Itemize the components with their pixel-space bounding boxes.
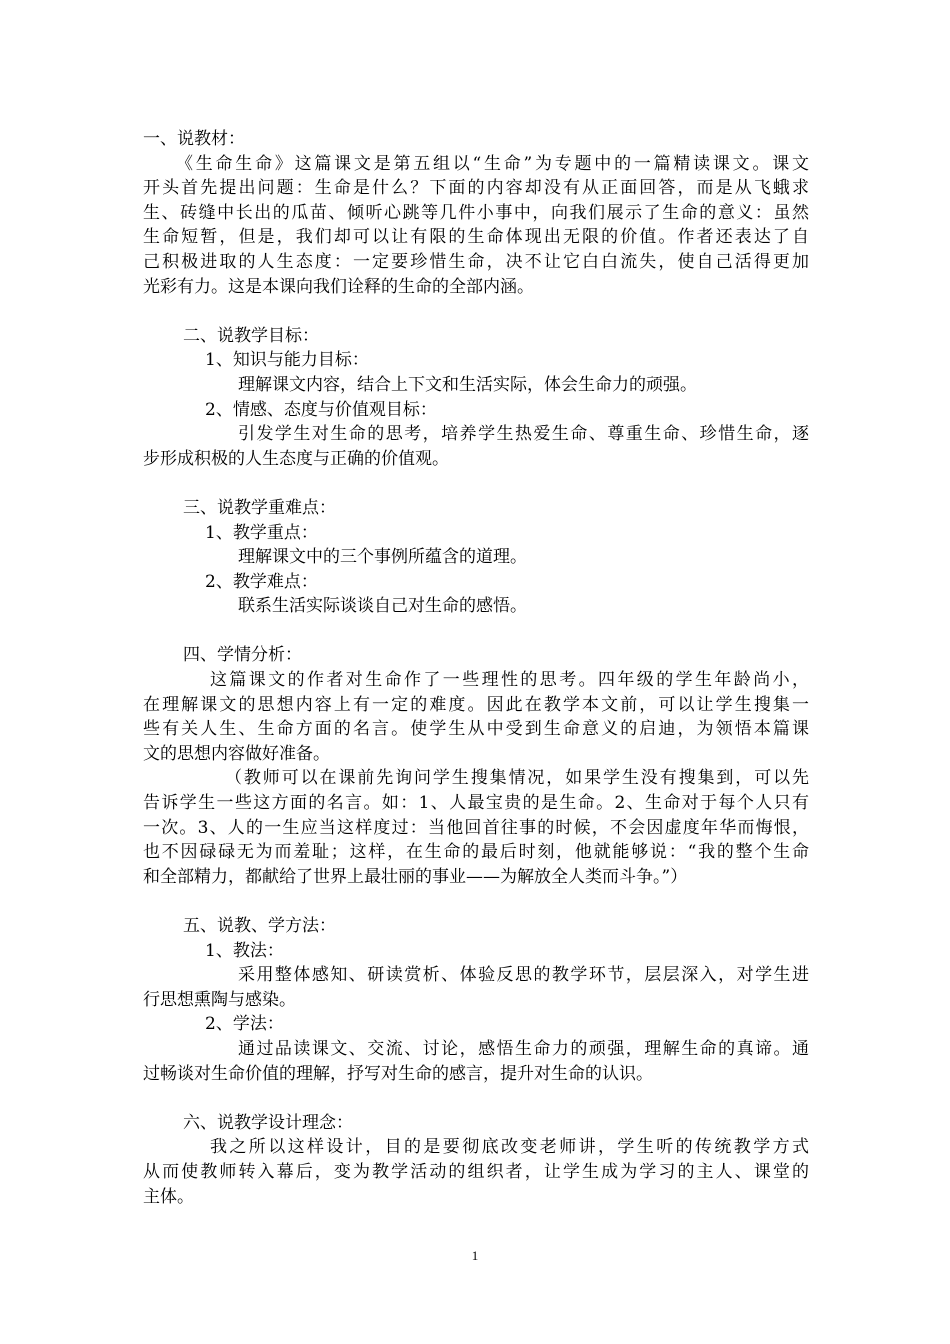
subitem-label: 2、教学难点： [205,571,318,592]
subitem-text: 通过品读课文、交流、讨论，感悟生命力的顽强，理解生命的真谛。通 [238,1038,809,1059]
paragraph-line: 这篇课文的作者对生命作了一些理性的思考。四年级的学生年龄尚小， [210,670,809,691]
subitem-text: 理解课文中的三个事例所蕴含的道理。 [238,547,527,568]
subitem-text: 引发学生对生命的思考，培养学生热爱生命、尊重生命、珍惜生命，逐 [238,424,809,445]
document-body [143,127,809,1209]
spacer [143,299,809,324]
paragraph-line: 告诉学生一些这方面的名言。如：1、人最宝贵的是生命。2、生命对于每个人只有 [143,793,809,814]
section-heading-3: 三、说教学重难点： [183,497,336,518]
subitem-text: 过畅谈对生命价值的理解，抒写对生命的感言，提升对生命的认识。 [143,1063,653,1084]
paragraph-line: 一次。3、人的一生应当这样度过：当他回首往事的时候，不会因虚度年华而悔恨， [143,817,809,838]
paragraph-line: 些有关人生、生命方面的名言。使学生从中受到生命意义的启迪，为领悟本篇课 [143,719,809,740]
subitem-label: 2、情感、态度与价值观目标： [205,399,437,420]
page-number: 1 [471,1248,479,1263]
subitem-text: 步形成积极的人生态度与正确的价值观。 [143,448,449,469]
subitem-label: 1、教学重点： [205,522,318,543]
paragraph-line: 己积极进取的人生态度：一定要珍惜生命，决不让它白白流失，使自己活得更加 [143,251,809,272]
paragraph-line: 文的思想内容做好准备。 [143,743,330,764]
paragraph-line: 主体。 [143,1186,194,1207]
spacer [143,619,809,644]
section-heading-2: 二、说教学目标： [183,325,319,346]
spacer [143,471,809,496]
paragraph-line: 开头首先提出问题：生命是什么？下面的内容却没有从正面回答，而是从飞蛾求 [143,178,809,199]
subitem-label: 2、学法： [205,1014,284,1035]
paragraph-line: 生命短暂，但是，我们却可以让有限的生命体现出无限的价值。作者还表达了自 [143,227,809,248]
paragraph-line: 生、砖缝中长出的瓜苗、倾听心跳等几件小事中，向我们展示了生命的意义：虽然 [143,202,809,223]
paragraph-line: 我之所以这样设计，目的是要彻底改变老师讲，学生听的传统教学方式 [210,1137,809,1158]
paragraph-line: （教师可以在课前先询问学生搜集情况，如果学生没有搜集到，可以先 [225,768,809,789]
spacer [143,889,809,914]
subitem-text: 联系生活实际谈谈自己对生命的感悟。 [238,596,527,617]
spacer [143,1086,809,1111]
paragraph-line: 和全部精力，都献给了世界上最壮丽的事业——为解放全人类而斗争。”） [143,866,688,887]
subitem-label: 1、教法： [205,940,284,961]
section-heading-1: 一、说教材： [143,129,245,149]
subitem-label: 1、知识与能力目标： [205,350,369,371]
section-heading-4: 四、学情分析： [183,645,302,666]
section-heading-5: 五、说教、学方法： [183,916,336,936]
paragraph-line: 从而使教师转入幕后，变为教学活动的组织者，让学生成为学习的主人、课堂的 [143,1161,809,1182]
section-heading-6: 六、说教学设计理念： [183,1112,353,1133]
paragraph-line: 也不因碌碌无为而羞耻；这样，在生命的最后时刻，他就能够说：“我的整个生命 [143,842,809,863]
paragraph-line: 在理解课文的思想内容上有一定的难度。因此在教学本文前，可以让学生搜集一 [143,694,809,715]
subitem-text: 采用整体感知、研读赏析、体验反思的教学环节，层层深入，对学生进 [238,965,809,986]
subitem-text: 行思想熏陶与感染。 [143,989,296,1010]
paragraph-line: 《生命生命》这篇课文是第五组以“生命”为专题中的一篇精读课文。课文 [176,153,809,174]
subitem-text: 理解课文内容，结合上下文和生活实际，体会生命力的顽强。 [238,374,697,395]
paragraph-line: 光彩有力。这是本课向我们诠释的生命的全部内涵。 [143,276,534,297]
